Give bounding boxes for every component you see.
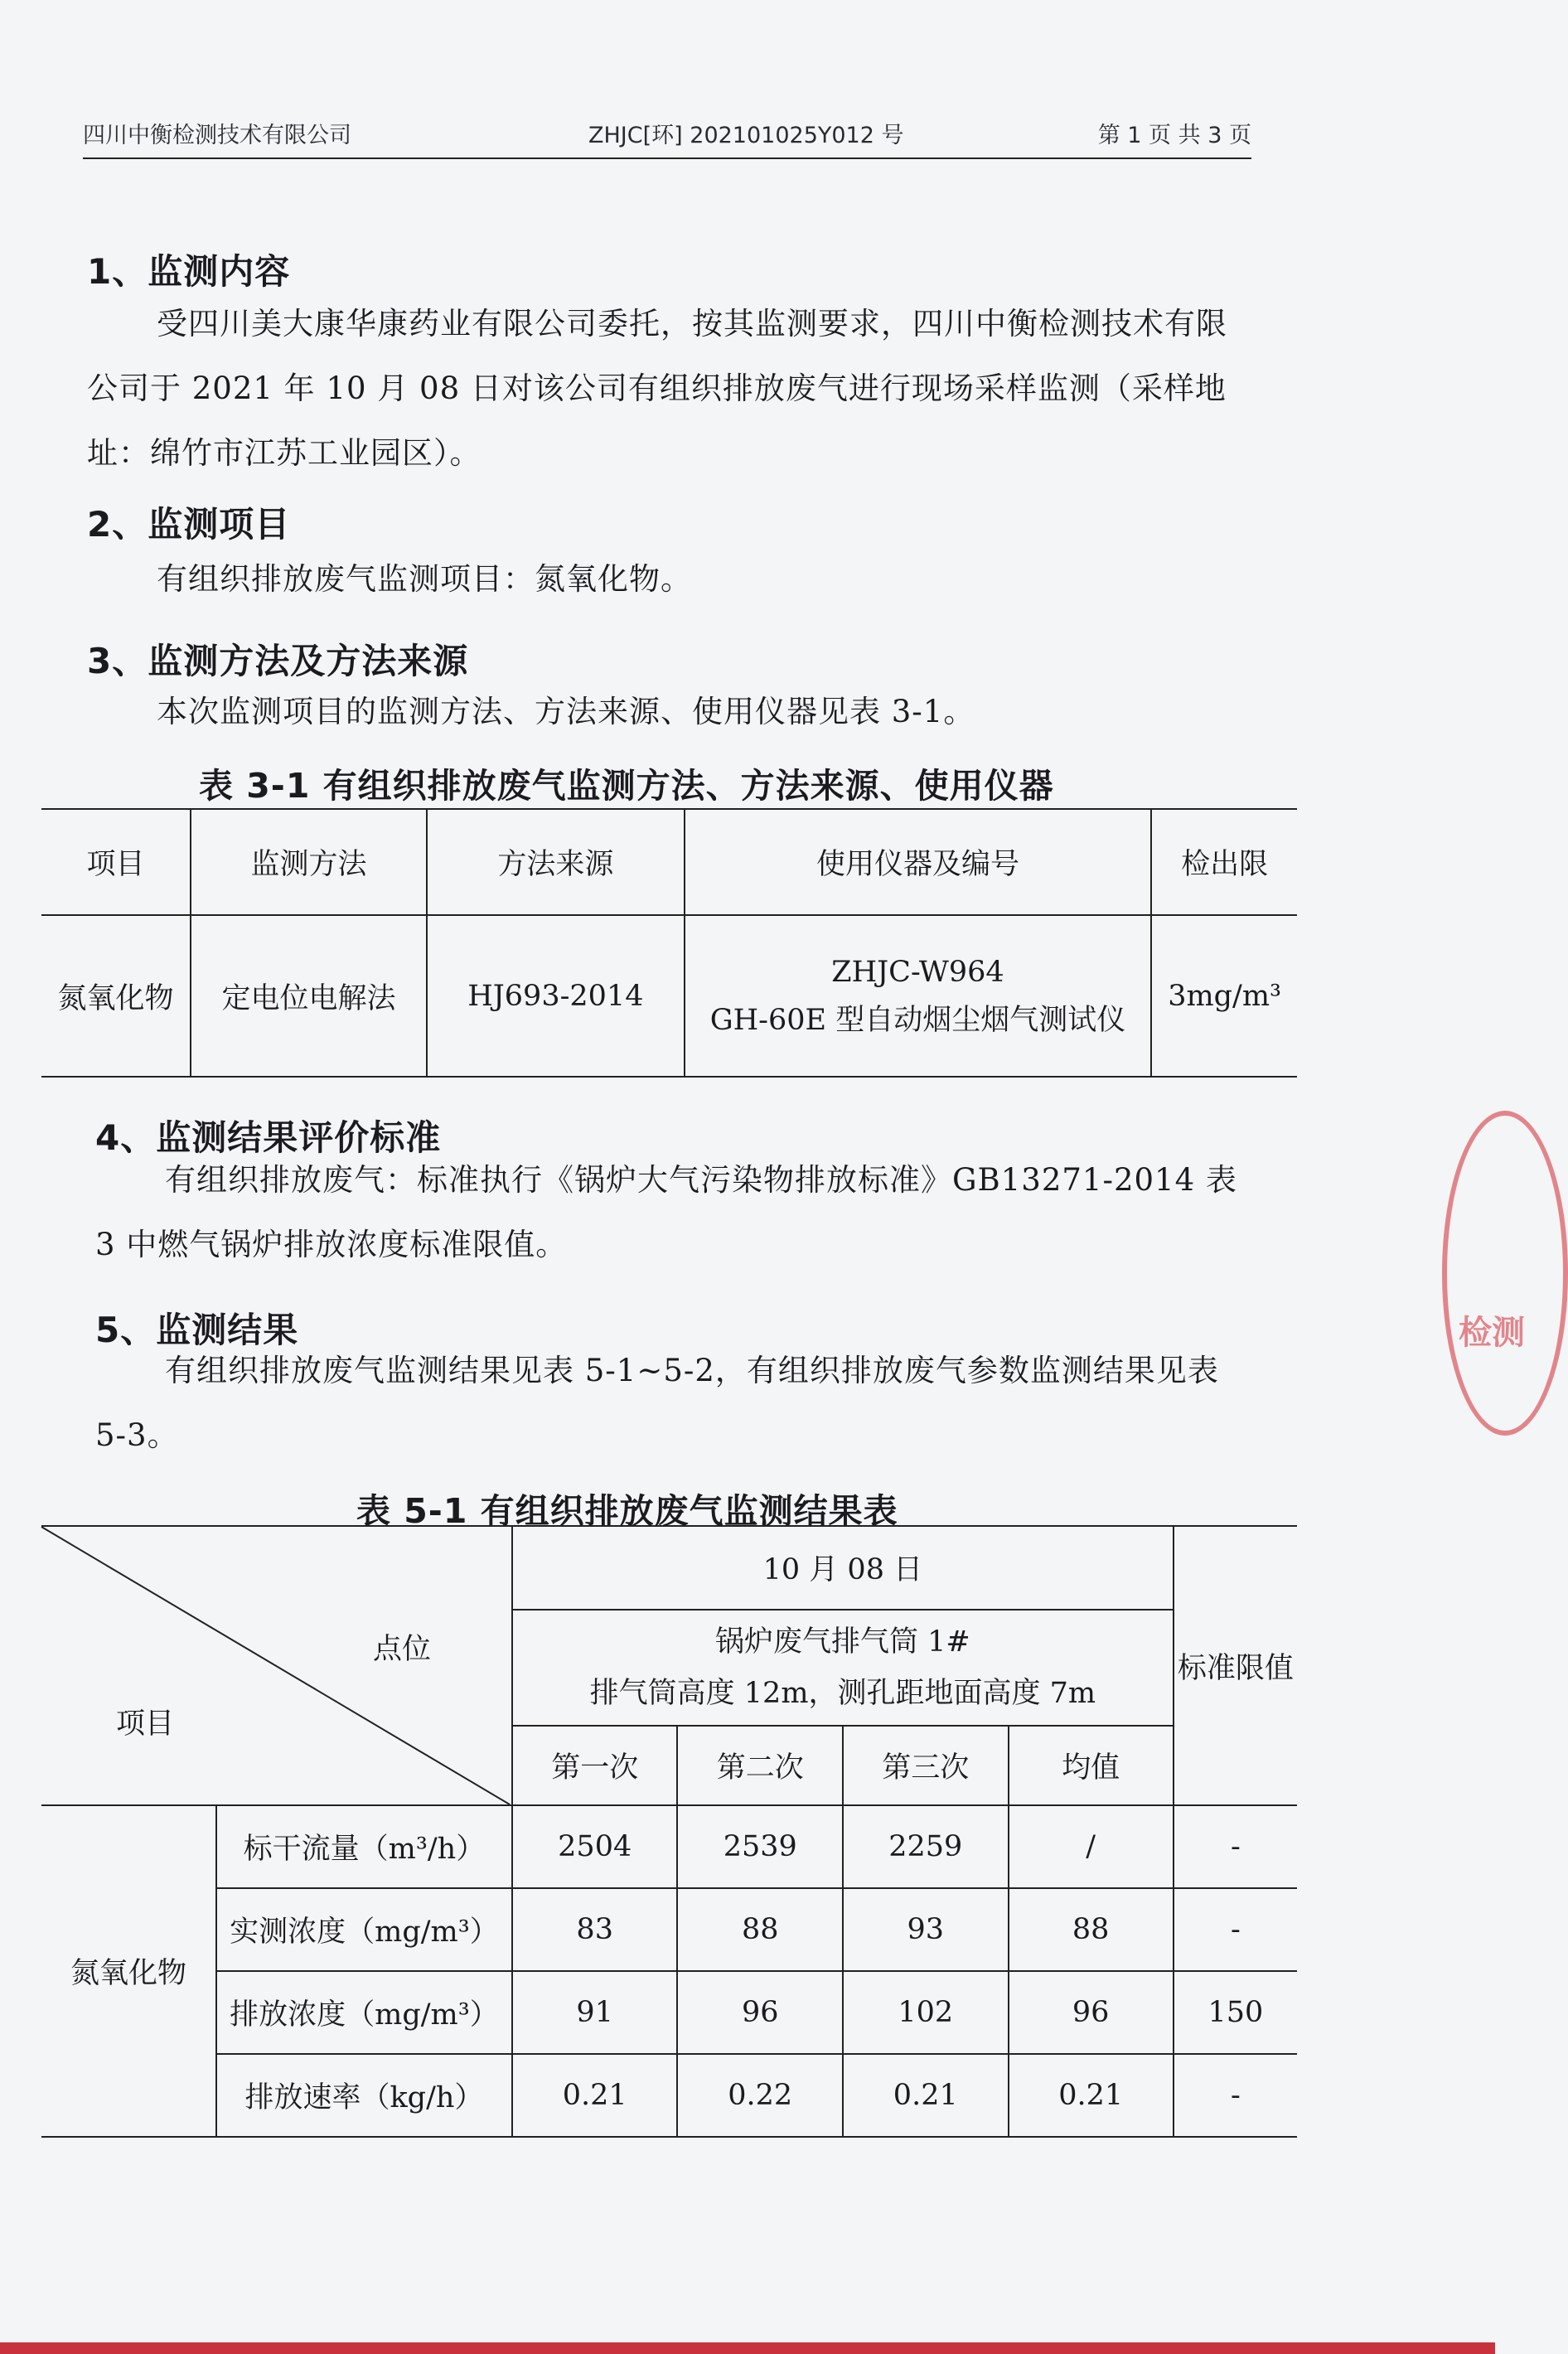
- page-header: [83, 108, 1251, 159]
- t51-value: 83: [512, 1888, 678, 1971]
- t51-value: 0.21: [512, 2054, 678, 2137]
- table-row: [41, 1888, 1297, 1971]
- t31-header-limit: 检出限: [1151, 809, 1297, 915]
- t51-std: -: [1174, 1888, 1297, 1971]
- section-5-text: [95, 1339, 1256, 1468]
- t51-item: 氮氧化物: [41, 1805, 216, 2137]
- t51-value: 0.21: [1009, 2054, 1174, 2137]
- t51-value: 96: [1009, 1971, 1174, 2054]
- table-row: [41, 1971, 1297, 2054]
- section-4-text: [95, 1148, 1256, 1277]
- t51-std: -: [1174, 1805, 1297, 1888]
- section-5-title: 5、监测结果: [95, 1310, 299, 1350]
- t51-value: /: [1009, 1805, 1174, 1888]
- t51-std: -: [1174, 2054, 1297, 2137]
- t51-value: 96: [677, 1971, 843, 2054]
- t51-param: 排放浓度（mg/m³）: [216, 1971, 512, 2054]
- table-5-1-caption: 表 5-1 有组织排放废气监测结果表: [356, 1491, 898, 1531]
- t51-value: 0.22: [677, 2054, 843, 2137]
- t51-value: 91: [512, 1971, 678, 2054]
- section-1-title: 1、监测内容: [87, 251, 291, 292]
- t31-instrument-name: GH-60E 型自动烟尘烟气测试仪: [709, 1003, 1126, 1037]
- t31-cell-method: 定电位电解法: [191, 915, 427, 1077]
- t51-diagonal-header: [41, 1527, 510, 1804]
- section-2-text: [87, 547, 1256, 612]
- t51-param: 排放速率（kg/h）: [216, 2054, 512, 2137]
- t31-header-item: 项目: [41, 809, 191, 915]
- t51-location-line1: 锅炉废气排气筒 1#: [715, 1625, 970, 1659]
- table-3-1-caption: 表 3-1 有组织排放废气监测方法、方法来源、使用仪器: [199, 766, 1054, 806]
- t51-value: 2259: [843, 1805, 1009, 1888]
- t51-time-2: 第二次: [677, 1726, 843, 1805]
- section-3-body: 本次监测项目的监测方法、方法来源、使用仪器见表 3-1。: [157, 694, 975, 729]
- section-2-body: 有组织排放废气监测项目：氮氧化物。: [157, 561, 692, 597]
- t31-header-instrument: 使用仪器及编号: [685, 809, 1152, 915]
- t51-std: 150: [1174, 1971, 1297, 2054]
- t51-corner-cell: [41, 1526, 512, 1805]
- t31-cell-instrument: [685, 915, 1152, 1077]
- t51-location: [512, 1610, 1174, 1727]
- t51-param: 标干流量（m³/h）: [216, 1805, 512, 1888]
- t51-value: 102: [843, 1971, 1009, 2054]
- t31-cell-limit: 3mg/m³: [1151, 915, 1297, 1077]
- t51-value: 93: [843, 1888, 1009, 1971]
- section-3-text: [87, 680, 1256, 744]
- red-seal-stamp: [1442, 1111, 1568, 1436]
- section-3-title: 3、监测方法及方法来源: [87, 641, 469, 681]
- header-company: 四川中衡检测技术有限公司: [83, 123, 351, 148]
- page-bottom-edge: [0, 2342, 1495, 2354]
- t51-value: 2539: [677, 1805, 843, 1888]
- t51-value: 88: [677, 1888, 843, 1971]
- t51-value: 0.21: [843, 2054, 1009, 2137]
- header-report-number: ZHJC[环] 202101025Y012 号: [588, 123, 904, 148]
- stamp-text: 检测: [1459, 1313, 1525, 1352]
- section-5-body: 有组织排放废气监测结果见表 5-1~5-2，有组织排放废气参数监测结果见表 5-3。: [95, 1353, 1219, 1453]
- section-1-body: 受四川美大康华康药业有限公司委托，按其监测要求，四川中衡检测技术有限公司于 2021 年 10 月 08 日对该公司有组织排放废气进行现场采样监测（采样地址：绵竹市江苏工业园区）。: [87, 306, 1227, 471]
- t31-instrument-number: ZHJC-W964: [831, 955, 1004, 989]
- t31-cell-item: 氮氧化物: [41, 915, 191, 1077]
- t51-date: 10 月 08 日: [512, 1526, 1174, 1610]
- table-3-1: [41, 808, 1297, 1078]
- section-2-title: 2、监测项目: [87, 504, 291, 545]
- t51-param: 实测浓度（mg/m³）: [216, 1888, 512, 1971]
- t51-location-line2: 排气筒高度 12m，测孔距地面高度 7m: [589, 1677, 1096, 1710]
- header-page-number: 第 1 页 共 3 页: [1097, 123, 1251, 148]
- t31-header-source: 方法来源: [427, 809, 685, 915]
- t51-time-3: 第三次: [843, 1726, 1009, 1805]
- t51-std-header: 标准限值: [1174, 1526, 1297, 1805]
- section-1-text: [87, 292, 1256, 486]
- section-4-body: 有组织排放废气：标准执行《锅炉大气污染物排放标准》GB13271-2014 表 3 中燃气锅炉排放浓度标准限值。: [95, 1162, 1237, 1262]
- t31-header-method: 监测方法: [191, 809, 427, 915]
- t51-time-1: 第一次: [512, 1726, 678, 1805]
- t51-corner-item-label: 项目: [116, 1707, 175, 1741]
- table-5-1: [41, 1525, 1297, 2138]
- t51-value: 88: [1009, 1888, 1174, 1971]
- section-4-title: 4、监测结果评价标准: [95, 1117, 442, 1158]
- table-row: [41, 2054, 1297, 2137]
- t51-time-avg: 均值: [1009, 1726, 1174, 1805]
- diagonal-line: [41, 1527, 510, 1804]
- table-row: [41, 1805, 1297, 1888]
- t31-cell-source: HJ693-2014: [427, 915, 685, 1077]
- t51-value: 2504: [512, 1805, 678, 1888]
- t51-corner-point-label: 点位: [373, 1633, 432, 1666]
